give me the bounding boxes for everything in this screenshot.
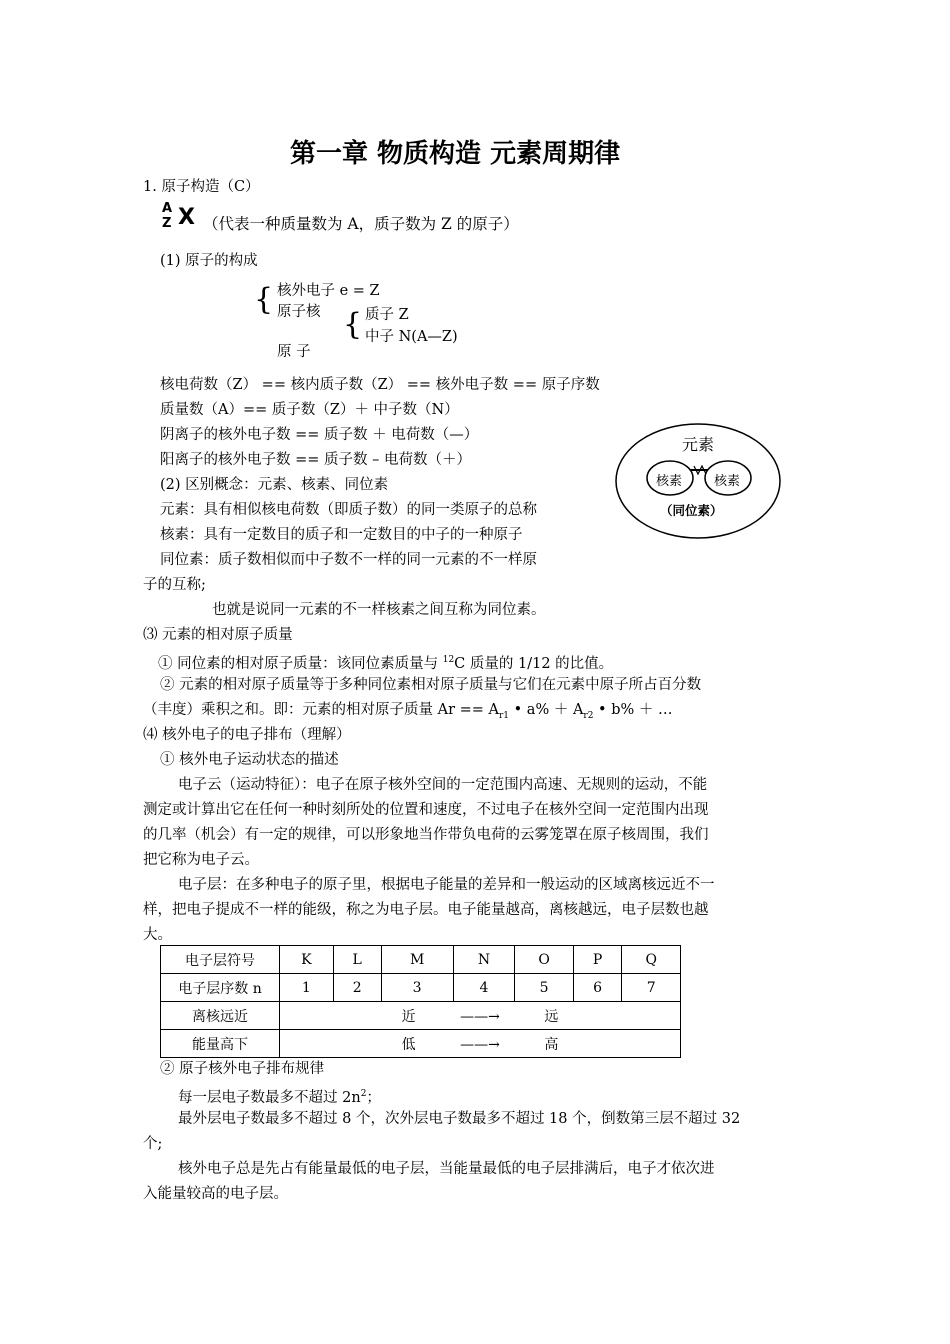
electron-line: 核外电子 e = Z	[277, 283, 380, 299]
table-cell: 6	[573, 974, 622, 1002]
neutron-line: 中子 N(A—Z)	[365, 329, 458, 345]
table-cell-label: 电子层序数 n	[161, 974, 280, 1002]
rule-1-tail: ；	[366, 1089, 381, 1106]
rule-2-cont: 个;	[143, 1136, 163, 1152]
formula-part-1: （丰度）乘积之和。即：元素的相对原子质量 Ar == A	[143, 702, 499, 718]
table-cell-label: 离核远近	[161, 1002, 280, 1030]
arrangement-sub1: ① 核外电子运动状态的描述	[160, 752, 339, 768]
rule-1-text: 每一层电子数最多不超过 2n	[178, 1089, 361, 1106]
relative-mass-p2: ② 元素的相对原子质量等于多种同位素相对原子质量与它们在元素中原子所占百分数	[160, 677, 702, 693]
table-cell: M	[381, 946, 453, 974]
isotope-definition: 同位素：质子数相似而中子数不一样的同一元素的不一样原	[160, 552, 537, 568]
brace-right-icon: {	[343, 307, 363, 342]
table-cell: 5	[515, 974, 573, 1002]
table-cell-energy: 低 ——→ 高	[280, 1030, 681, 1058]
arrangement-heading: ⑷ 核外电子的电子排布（理解）	[143, 727, 351, 743]
mass-number: A	[162, 201, 173, 216]
nucleus-line: 原子核	[277, 304, 321, 320]
relation-2: 质量数（A）== 质子数（Z）＋ 中子数（N）	[160, 402, 459, 418]
table-cell-label: 能量高下	[161, 1030, 280, 1058]
diagram-nuclide-left: 核素	[656, 474, 683, 489]
table-cell: 1	[280, 974, 334, 1002]
diagram-nuclide-right: 核素	[714, 474, 741, 489]
nuclide-description: （代表一种质量数为 A，质子数为 Z 的原子）	[203, 215, 519, 233]
proton-line: 质子 Z	[365, 307, 409, 323]
shell-line-1: 电子层：在多种电子的原子里，根据电子能量的差异和一般运动的区域离核远近不一	[178, 877, 715, 893]
relative-mass-p1-tail: C 质量的 1/12 的比值。	[454, 655, 614, 672]
shell-line-2: 样，把电子提成不一样的能级，称之为电子层。电子能量越高，离核越远，电子层数也越	[143, 902, 709, 918]
formula-sub-2: r2	[583, 710, 594, 721]
element-symbol: X	[178, 205, 195, 230]
relation-1: 核电荷数（Z） == 核内质子数（Z） == 核外电子数 == 原子序数	[160, 377, 600, 393]
table-cell: P	[573, 946, 622, 974]
table-cell: K	[280, 946, 334, 974]
formula-part-3: • b% ＋ …	[593, 702, 673, 718]
carbon-12-superscript: 12	[442, 655, 455, 665]
formula-sub-1: r1	[499, 710, 510, 721]
page-title: 第一章 物质构造 元素周期律	[290, 139, 621, 169]
table-row	[161, 946, 681, 974]
rule-3-cont: 入能量较高的电子层。	[143, 1186, 288, 1202]
rule-1-superscript: 2	[360, 1089, 367, 1099]
nuclide-definition: 核素：具有一定数目的质子和一定数目的中子的一种原子	[160, 527, 523, 543]
relative-mass-formula	[143, 700, 673, 726]
cloud-line-2: 测定或计算出它在任何一种时刻所处的位置和速度，不过电子在核外空间一定范围内出现	[143, 802, 709, 818]
table-cell: L	[333, 946, 381, 974]
table-cell: O	[515, 946, 573, 974]
relative-mass-p1	[158, 650, 613, 674]
cloud-line-4: 把它称为电子云。	[143, 852, 259, 868]
table-cell-label: 电子层符号	[161, 946, 280, 974]
formula-part-2: • a% ＋ A	[509, 702, 584, 718]
table-cell: 7	[622, 974, 681, 1002]
rule-3: 核外电子总是先占有能量最低的电子层，当能量最低的电子层排满后，电子才依次进	[178, 1161, 715, 1177]
atomic-number: Z	[162, 216, 172, 231]
diagram-isotope-label: （同位素）	[660, 503, 723, 518]
atom-label: 原 子	[277, 344, 311, 360]
section-heading: 1. 原子构造（C）	[143, 179, 260, 195]
relation-4: 阳离子的核外电子数 == 质子数 – 电荷数（＋）	[160, 452, 471, 468]
relation-3: 阴离子的核外电子数 == 质子数 ＋ 电荷数（—）	[160, 427, 479, 443]
table-row	[161, 1002, 681, 1030]
table-cell: N	[453, 946, 515, 974]
concepts-heading: (2) 区别概念：元素、核素、同位素	[160, 477, 389, 493]
isotope-note: 也就是说同一元素的不一样核素之间互称为同位素。	[212, 602, 546, 618]
composition-heading: (1) 原子的构成	[160, 253, 258, 269]
electron-shell-table	[160, 945, 681, 1058]
table-cell: 4	[453, 974, 515, 1002]
table-cell: 3	[381, 974, 453, 1002]
table-cell: Q	[622, 946, 681, 974]
element-definition: 元素：具有相似核电荷数（即质子数）的同一类原子的总称	[160, 502, 537, 518]
diagram-element-label: 元素	[682, 435, 715, 454]
cloud-line-1: 电子云（运动特征）：电子在原子核外空间的一定范围内高速、无规则的运动，不能	[178, 777, 708, 793]
rule-2: 最外层电子数最多不超过 8 个，次外层电子数最多不超过 18 个，倒数第三层不超过 32	[178, 1111, 741, 1127]
isotope-definition-cont: 子的互称;	[143, 577, 206, 593]
relative-mass-heading: ⑶ 元素的相对原子质量	[143, 627, 293, 643]
table-cell-distance: 近 ——→ 远	[280, 1002, 681, 1030]
cloud-line-3: 的几率（机会）有一定的规律，可以形象地当作带负电荷的云雾笼罩在原子核周围，我们	[143, 827, 709, 843]
rule-1	[178, 1084, 381, 1108]
relative-mass-p1-text: ① 同位素的相对原子质量：该同位素质量与	[158, 655, 443, 672]
table-row	[161, 974, 681, 1002]
brace-left-icon: {	[254, 282, 274, 317]
shell-line-3: 大。	[143, 927, 172, 943]
rules-heading: ② 原子核外电子排布规律	[160, 1061, 325, 1077]
table-cell: 2	[333, 974, 381, 1002]
table-row	[161, 1030, 681, 1058]
nuclide-notation	[160, 201, 200, 237]
